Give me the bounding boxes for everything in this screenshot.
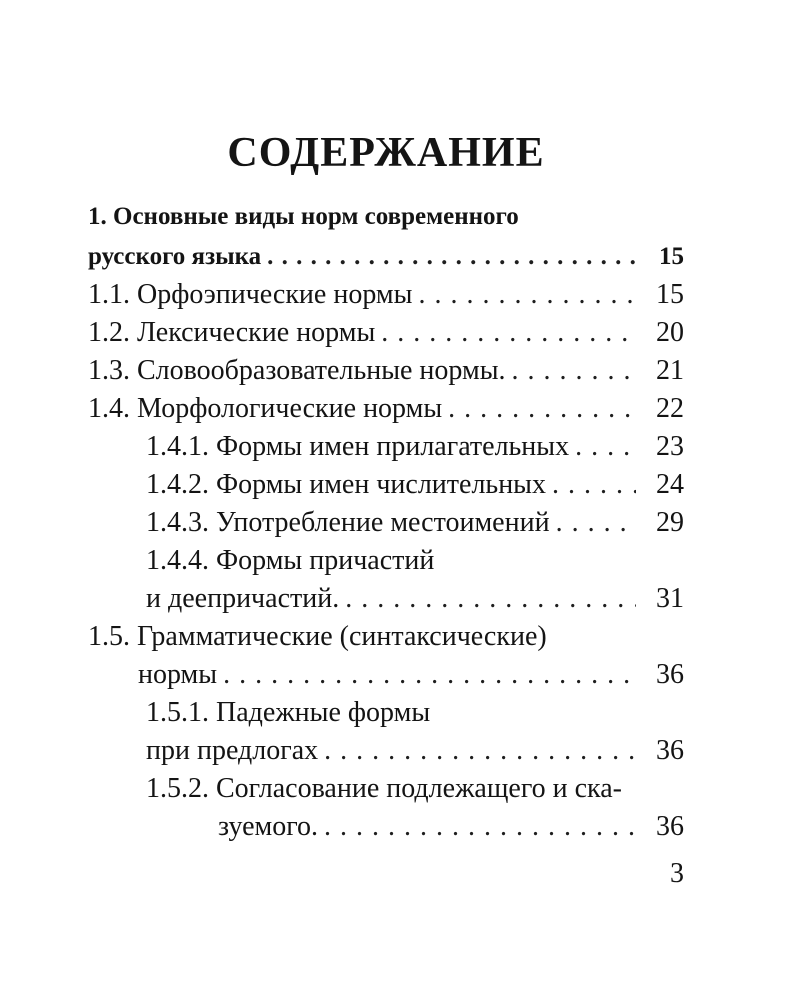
toc-entry-1-4-4-line1[interactable] xyxy=(146,542,684,580)
toc-entry-text: 1.4.4. Формы причастий xyxy=(146,545,435,576)
toc-entry-page: 36 xyxy=(656,811,684,842)
toc-title: СОДЕРЖАНИЕ xyxy=(227,130,545,176)
toc-entry-text: 1.5. Грамматические (синтаксические) xyxy=(88,621,547,652)
toc-entry-1-4-1[interactable] xyxy=(146,428,684,466)
toc-entry-page: 36 xyxy=(656,735,684,766)
leader-dots xyxy=(442,390,636,428)
toc-entry-1-4[interactable] xyxy=(88,390,684,428)
toc-entry-1-line2[interactable] xyxy=(88,238,684,276)
toc-entry-text: русского языка xyxy=(88,243,262,270)
leader-dots xyxy=(412,276,636,314)
leader-dots xyxy=(569,428,636,466)
toc-entry-text: 1.1. Орфоэпические нормы xyxy=(88,279,413,310)
toc-entry-text: 1.4.1. Формы имен прилагательных xyxy=(146,431,570,462)
toc-entry-page: 31 xyxy=(656,583,684,614)
leader-dots xyxy=(318,808,636,846)
toc-entry-page: 29 xyxy=(656,507,684,538)
leader-dots xyxy=(550,504,636,542)
toc-entry-text: 1.4. Морфологические нормы xyxy=(88,393,443,424)
toc-entry-1-5-2-line2[interactable] xyxy=(218,808,684,846)
toc-entry-text: 1.5.2. Согласование подлежащего и ска- xyxy=(146,773,622,804)
toc-entry-page: 23 xyxy=(656,431,684,462)
toc-entry-page: 36 xyxy=(656,659,684,690)
toc-entry-text: 1.3. Словообразовательные нормы. xyxy=(88,355,506,386)
toc-entry-1-1[interactable] xyxy=(88,276,684,314)
toc-entry-1-5-1-line1[interactable] xyxy=(146,694,684,732)
leader-dots xyxy=(339,580,636,618)
toc-entry-1-2[interactable] xyxy=(88,314,684,352)
leader-dots xyxy=(375,314,636,352)
leader-dots xyxy=(506,352,636,390)
toc-entry-text: и деепричастий. xyxy=(146,583,340,614)
toc-entry-1-5-line2[interactable] xyxy=(138,656,684,694)
toc-entry-1-4-3[interactable] xyxy=(146,504,684,542)
toc-entry-text: 1. Основные виды норм современного xyxy=(88,203,519,230)
toc-entry-1-5-1-line2[interactable] xyxy=(146,732,684,770)
toc-entry-1-line1[interactable] xyxy=(88,198,684,236)
toc-entry-text: 1.2. Лексические нормы xyxy=(88,317,376,348)
toc-entry-page: 15 xyxy=(656,279,684,310)
toc-entry-1-5-2-line1[interactable] xyxy=(146,770,684,808)
toc-entry-page: 24 xyxy=(656,469,684,500)
leader-dots xyxy=(261,238,636,276)
toc-entry-text: 1.4.2. Формы имен числительных xyxy=(146,469,546,500)
toc-entry-1-3[interactable] xyxy=(88,352,684,390)
toc-entry-text: 1.5.1. Падежные формы xyxy=(146,697,431,728)
toc-entry-page: 21 xyxy=(656,355,684,386)
leader-dots xyxy=(546,466,636,504)
toc-entry-page: 15 xyxy=(659,243,684,270)
toc-entry-text: нормы xyxy=(138,659,218,690)
toc-entry-text: при предлогах xyxy=(146,735,319,766)
leader-dots xyxy=(318,732,636,770)
toc-entry-page: 22 xyxy=(656,393,684,424)
toc-entry-1-5-line1[interactable] xyxy=(88,618,684,656)
toc-entry-page: 20 xyxy=(656,317,684,348)
toc-entry-1-4-4-line2[interactable] xyxy=(146,580,684,618)
toc-entry-1-4-2[interactable] xyxy=(146,466,684,504)
page-number: 3 xyxy=(670,858,684,889)
leader-dots xyxy=(217,656,636,694)
toc-entry-text: 1.4.3. Употребление местоимений xyxy=(146,507,550,538)
toc-entry-text: зуемого. xyxy=(218,811,319,842)
